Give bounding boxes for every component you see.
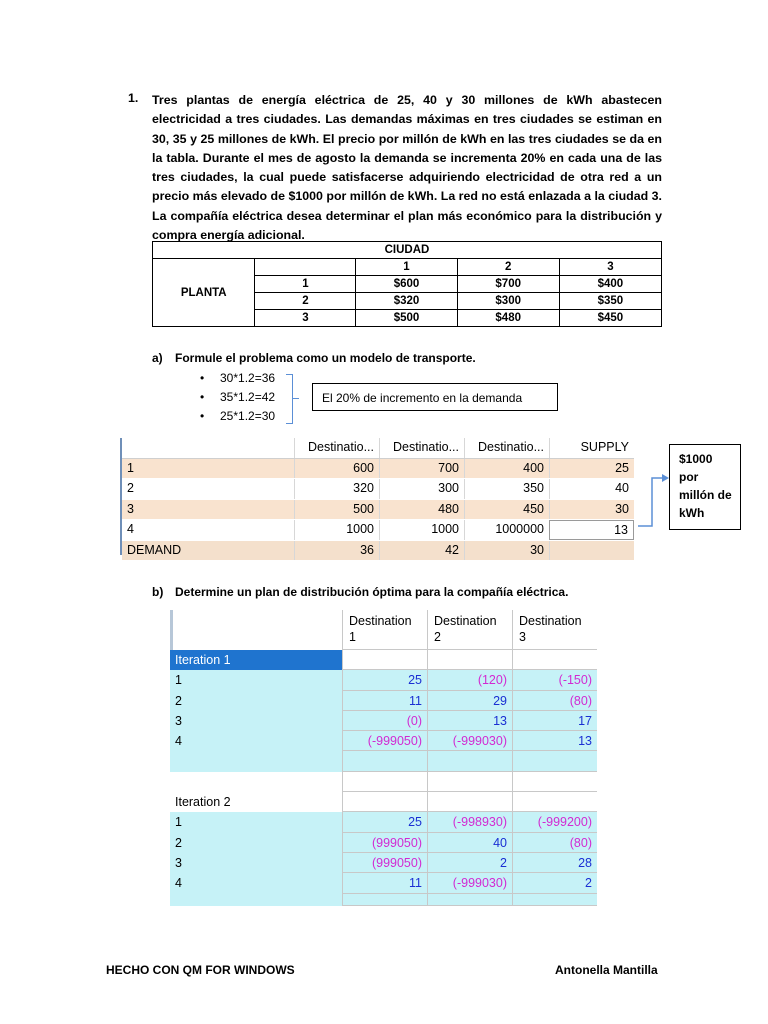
price-cell: $350 <box>559 293 661 310</box>
demand-cell[interactable]: 42 <box>379 541 464 561</box>
section-a-label: a) <box>152 351 163 365</box>
iter-cell[interactable]: 28 <box>512 853 597 873</box>
demand-cell[interactable]: 30 <box>464 541 549 561</box>
plant-label: 2 <box>255 293 356 310</box>
header-corner <box>170 610 342 650</box>
cost-cell[interactable]: 1000000 <box>464 520 549 540</box>
plant-label: 3 <box>255 310 356 327</box>
supply-cell[interactable]: 40 <box>549 479 634 499</box>
iteration-label-row[interactable] <box>170 792 597 812</box>
row-label: 4 <box>170 731 342 751</box>
bullet-item: 35*1.2=42 <box>220 390 276 404</box>
iter-cell[interactable]: 2 <box>427 853 512 873</box>
row-label: 3 <box>170 853 342 873</box>
city-price-table <box>152 241 662 327</box>
table-row <box>122 459 634 480</box>
row-label: 1 <box>170 812 342 832</box>
price-cell: $600 <box>356 276 457 293</box>
callout-line: por <box>679 470 699 484</box>
supply-cell[interactable]: 25 <box>549 459 634 479</box>
iter-cell[interactable]: (-998930) <box>427 812 512 832</box>
row-label: 2 <box>170 691 342 711</box>
table-row <box>170 731 597 751</box>
table-row <box>170 711 597 731</box>
demand-cell[interactable]: 36 <box>294 541 379 561</box>
table-spacer-row <box>170 751 597 771</box>
cost-cell[interactable]: 1000 <box>294 520 379 540</box>
cost-cell[interactable]: 700 <box>379 459 464 479</box>
iter-cell[interactable]: 11 <box>342 691 427 711</box>
table-spacer-row <box>170 894 597 906</box>
price-cell: $320 <box>356 293 457 310</box>
problem-number: 1. <box>128 91 139 105</box>
table-header-row <box>122 438 634 459</box>
iter-cell[interactable]: (120) <box>427 670 512 690</box>
iterations-table <box>170 610 597 906</box>
cost-cell[interactable]: 450 <box>464 500 549 520</box>
iter-cell[interactable]: (-999050) <box>342 731 427 751</box>
header-cell[interactable]: Destinatio... <box>294 438 379 458</box>
cost-cell[interactable]: 400 <box>464 459 549 479</box>
brace-tick <box>293 398 299 399</box>
iter-cell[interactable]: 13 <box>512 731 597 751</box>
iter-cell[interactable]: (0) <box>342 711 427 731</box>
table-row <box>170 670 597 690</box>
city-header: 1 <box>356 259 457 276</box>
table-row <box>170 833 597 853</box>
table-row <box>170 812 597 832</box>
price-cell: $450 <box>559 310 661 327</box>
empty-corner <box>255 259 356 276</box>
demand-cell[interactable] <box>549 541 634 561</box>
price-cell: $400 <box>559 276 661 293</box>
iter-cell[interactable]: (999050) <box>342 853 427 873</box>
table-row <box>122 500 634 521</box>
price-cell: $300 <box>457 293 559 310</box>
table-row <box>170 691 597 711</box>
price-cell: $700 <box>457 276 559 293</box>
brace-bracket <box>286 374 293 424</box>
supply-cell[interactable]: 30 <box>549 500 634 520</box>
iter-cell[interactable]: 17 <box>512 711 597 731</box>
demand-increase-note: El 20% de incremento en la demanda <box>312 383 558 411</box>
iteration-label[interactable]: Iteration 2 <box>170 792 342 812</box>
table-row <box>122 520 634 541</box>
iter-cell[interactable]: (999050) <box>342 833 427 853</box>
bullet-item: 25*1.2=30 <box>220 409 276 423</box>
iter-cell[interactable]: (80) <box>512 833 597 853</box>
header-cell[interactable]: Destination 3 <box>512 610 597 650</box>
cost-cell[interactable]: 600 <box>294 459 379 479</box>
row-label: 3 <box>170 711 342 731</box>
problem-text: Tres plantas de energía eléctrica de 25, 40 y 30 millones de kWh abastecen electricidad a tres ciudades. Las demandas máximas en tres ciudades se estiman en 30, 35 y 25 millones de kWh. El precio por millón de kWh en las tres ciudades se da en la tabla. Durante el mes de agosto la demanda se incrementa 20% en cada una de las tres ciudades, la cual puede satisfacerse adquiriendo electricidad de otra red a un precio más elevado de $1000 por millón de kWh. La red no está enlazada a la ciudad 3. La compañía eléctrica desea determinar el plan más económico para la distribución y compra energía adicional. <box>152 93 662 243</box>
demand-row <box>122 541 634 562</box>
callout-line: millón de <box>679 488 732 502</box>
header-cell <box>122 438 294 458</box>
price-callout <box>669 444 741 530</box>
planta-label: PLANTA <box>153 259 255 327</box>
row-label: 2 <box>127 481 134 495</box>
section-b-label: b) <box>152 585 164 599</box>
callout-arrow-icon <box>636 468 670 532</box>
iter-cell[interactable]: 13 <box>427 711 512 731</box>
cost-cell[interactable]: 320 <box>294 479 379 499</box>
bullet-dot: • <box>200 371 205 385</box>
iter-cell[interactable]: 11 <box>342 873 427 893</box>
iter-cell[interactable]: 2 <box>512 873 597 893</box>
row-label: 1 <box>170 670 342 690</box>
section-b-title: Determine un plan de distribución óptima para la compañía eléctrica. <box>175 585 569 599</box>
header-cell[interactable]: Destinatio... <box>464 438 549 458</box>
supply-cell-active[interactable]: 13 <box>549 520 634 540</box>
header-cell[interactable]: Destination 1 <box>342 610 427 650</box>
cost-cell[interactable]: 480 <box>379 500 464 520</box>
table-row <box>170 853 597 873</box>
iter-header-row <box>170 610 597 650</box>
cost-cell[interactable]: 500 <box>294 500 379 520</box>
table-blank-row <box>170 772 597 792</box>
price-cell: $500 <box>356 310 457 327</box>
iter-cell[interactable]: 29 <box>427 691 512 711</box>
iter-cell[interactable]: (80) <box>512 691 597 711</box>
price-cell: $480 <box>457 310 559 327</box>
row-label: 1 <box>127 460 134 475</box>
row-label: 2 <box>170 833 342 853</box>
section-a-title: Formule el problema como un modelo de transporte. <box>175 351 476 365</box>
table-row <box>122 479 634 500</box>
city-header: 3 <box>559 259 661 276</box>
bullet-dot: • <box>200 409 205 423</box>
iter-cell[interactable]: (-999200) <box>512 812 597 832</box>
ciudad-header: CIUDAD <box>153 242 662 259</box>
bullet-dot: • <box>200 390 205 404</box>
city-header: 2 <box>457 259 559 276</box>
callout-line: $1000 <box>679 452 713 466</box>
iter-cell[interactable]: (-999030) <box>427 731 512 751</box>
plant-label: 1 <box>255 276 356 293</box>
iteration-label[interactable]: Iteration 1 <box>170 650 342 670</box>
row-label: 3 <box>127 501 134 516</box>
callout-line: kWh <box>679 506 705 520</box>
row-label: DEMAND <box>127 542 182 557</box>
iter-cell[interactable]: (-150) <box>512 670 597 690</box>
iteration-label-row[interactable] <box>170 650 597 670</box>
header-cell[interactable]: Destination 2 <box>427 610 512 650</box>
cost-cell[interactable]: 350 <box>464 479 549 499</box>
transport-table <box>122 438 634 561</box>
table-row <box>170 873 597 893</box>
iter-cell[interactable]: 40 <box>427 833 512 853</box>
row-label: 4 <box>127 522 134 536</box>
row-label: 4 <box>170 873 342 893</box>
iter-cell[interactable]: (-999030) <box>427 873 512 893</box>
iter-cell[interactable]: 25 <box>342 670 427 690</box>
cost-cell[interactable]: 1000 <box>379 520 464 540</box>
bullet-item: 30*1.2=36 <box>220 371 276 385</box>
header-cell[interactable]: Destinatio... <box>379 438 464 458</box>
header-cell[interactable]: SUPPLY <box>549 438 634 458</box>
footer-right: Antonella Mantilla <box>555 963 658 977</box>
iter-cell[interactable]: 25 <box>342 812 427 832</box>
cost-cell[interactable]: 300 <box>379 479 464 499</box>
footer-left: HECHO CON QM FOR WINDOWS <box>106 963 295 977</box>
